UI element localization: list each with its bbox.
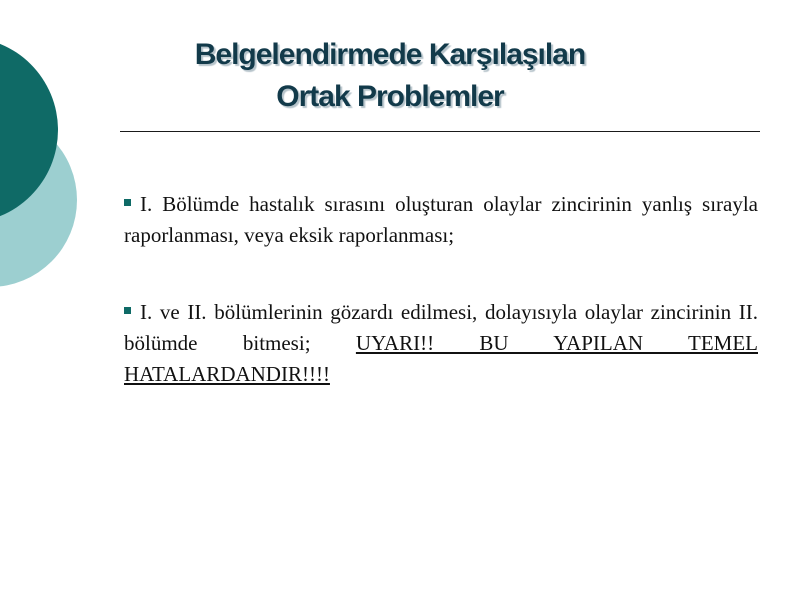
slide-body [124, 189, 758, 436]
title-line-2: Ortak Problemler [276, 80, 504, 113]
title-divider [120, 131, 760, 132]
bullet-item-1 [124, 189, 758, 251]
warning-text: UYARI!! BU YAPILAN TEMEL HATALARDANDIR!!!! [124, 331, 758, 386]
title-line-1: Belgelendirmede Karşılaşılan [194, 38, 586, 71]
bullet-text-1: I. Bölümde hastalık sırasını oluşturan olaylar zincirinin yanlış sırayla raporlanması, veya eksik raporlanması; [124, 192, 758, 247]
bullet-text-2: I. ve II. bölümlerinin gözardı edilmesi, dolayısıyla olaylar zincirinin II. bölümde bitmesi; [124, 300, 758, 355]
decorative-circles [0, 0, 120, 330]
square-bullet-icon [124, 307, 131, 314]
slide-title [130, 34, 650, 118]
square-bullet-icon [124, 199, 131, 206]
bullet-item-2 [124, 297, 758, 390]
